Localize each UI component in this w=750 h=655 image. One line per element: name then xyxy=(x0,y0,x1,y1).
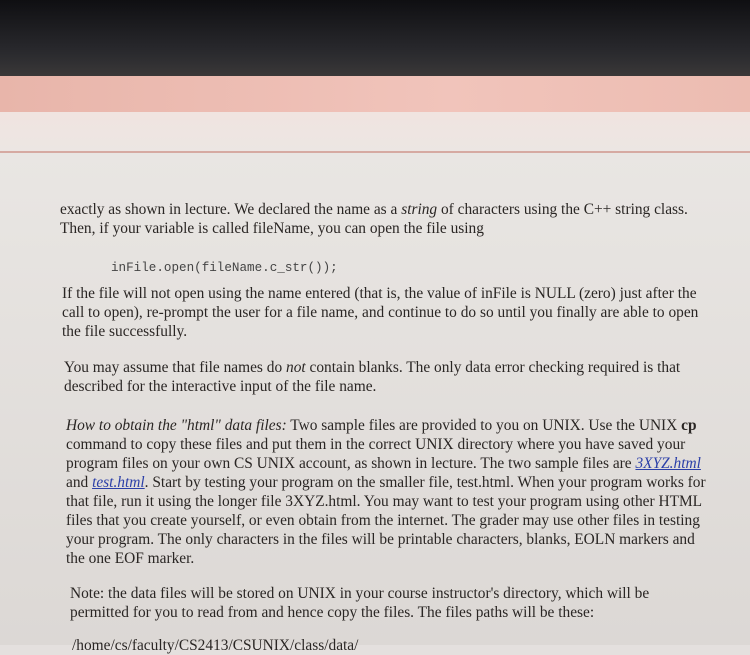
text: and xyxy=(66,474,93,491)
text: command to copy these files and put them in the correct UNIX directory where you have saved your program files on your own CS UNIX account, as shown in lecture. The two sample files are xyxy=(66,436,686,472)
text: Two sample files are provided to you on UNIX. Use the UNIX xyxy=(286,417,682,434)
paragraph-note: Note: the data files will be stored on UNIX in your course instructor's directory, which will be permitted for you to read from and hence copy the files. The files paths will be these: xyxy=(70,585,650,621)
link-test-html[interactable]: test.html xyxy=(92,474,145,491)
cut-off-line: /home/cs/faculty/CS2413/CSUNIX/class/data/ xyxy=(72,637,359,654)
paragraph-obtain-files xyxy=(66,416,706,568)
emphasis-not: not xyxy=(286,359,306,376)
text: of characters using the C++ string class. Then, if your variable is called fileName, you can open the file using xyxy=(60,201,688,237)
text: exactly as shown in lecture. We declared the name as a xyxy=(60,201,402,218)
code-snippet: inFile.open(fileName.c_str()); xyxy=(111,261,338,275)
emphasis-string: string xyxy=(401,201,438,218)
paragraph-assumptions xyxy=(64,358,704,396)
text: You may assume that file names do xyxy=(64,359,286,376)
paragraph-reprompt: If the file will not open using the name entered (that is, the value of inFile is NULL (zero) just after the call to open), re-prompt the user for a file name, and continue to do so until you finally are able to open the file successfully. xyxy=(62,285,699,340)
link-3xyz-html[interactable]: 3XYZ.html xyxy=(635,455,701,472)
command-cp: cp xyxy=(681,417,697,434)
text: contain blanks. The only data error checking required is that described for the interactive input of the file name. xyxy=(64,359,681,395)
paragraph-file-open xyxy=(60,200,710,238)
text: . Start by testing your program on the smaller file, test.html. When your program works for that file, run it using the longer file 3XYZ.html. You may want to test your program using other HTML files that you create yourself, or even obtain from the internet. The grader may use other files in testing your program. The only characters in the files will be printable characters, blanks, EOLN markers and the one EOF marker. xyxy=(66,474,706,567)
paragraph-lead: How to obtain the "html" data files: xyxy=(66,417,287,434)
